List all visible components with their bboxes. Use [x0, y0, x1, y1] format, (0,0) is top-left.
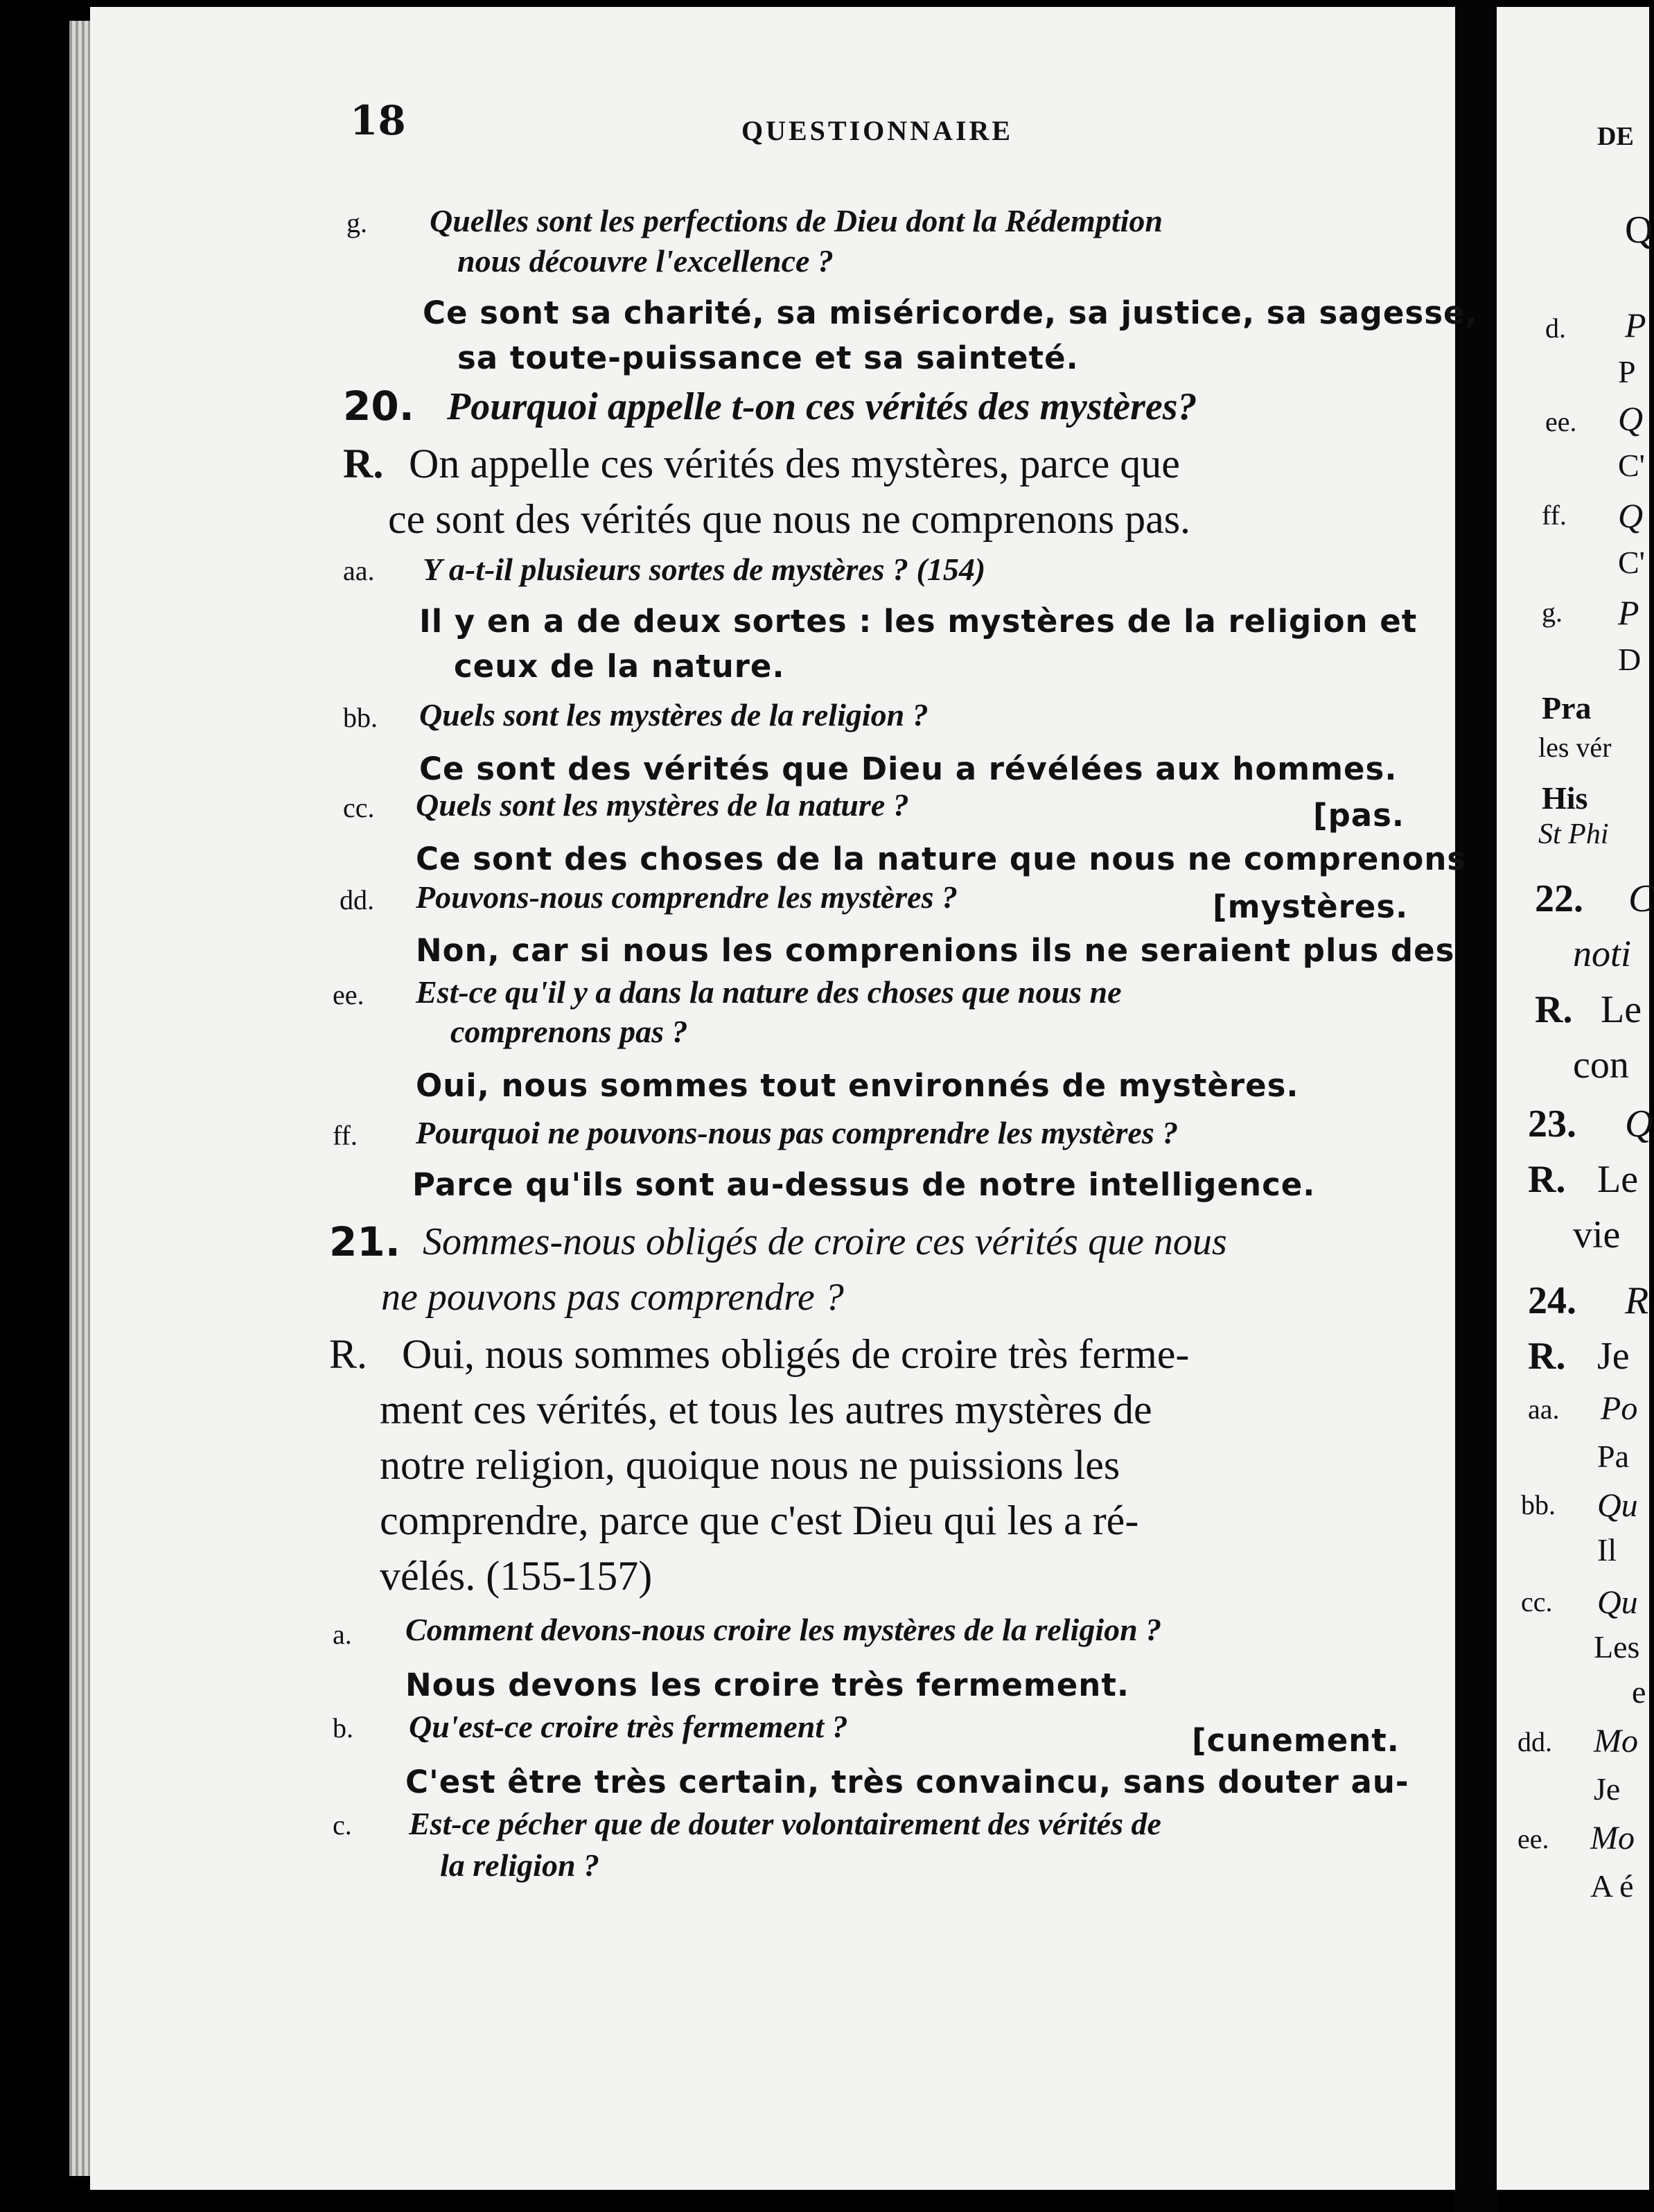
- question-text: Est-ce pécher que de douter volontairement des vérités de: [409, 1806, 1161, 1841]
- question-text: Quels sont les mystères de la nature ?: [416, 787, 909, 823]
- hanging-text: [cunement.: [1192, 1722, 1400, 1759]
- text-fragment: con: [1573, 1044, 1629, 1087]
- question-text: nous découvre l'excellence ?: [457, 243, 834, 279]
- answer-label: R.: [343, 441, 384, 486]
- text-fragment: C: [1628, 877, 1654, 920]
- question-text: Y a-t-il plusieurs sortes de mystères ? (154): [423, 552, 986, 587]
- text-fragment: les vér: [1538, 732, 1612, 763]
- question-text: la religion ?: [440, 1847, 600, 1883]
- question-text: Pourquoi ne pouvons-nous pas comprendre les mystères ?: [416, 1115, 1179, 1150]
- text-fragment: P: [1618, 354, 1636, 389]
- answer-text: ceux de la nature.: [454, 648, 785, 685]
- text-fragment: Q: [1618, 496, 1644, 535]
- answer-text: On appelle ces vérités des mystères, parce que: [409, 441, 1180, 486]
- item-label: d.: [1545, 313, 1566, 344]
- question-number: 24.: [1528, 1279, 1576, 1322]
- question-number: 23.: [1528, 1103, 1576, 1146]
- book-gutter: [1455, 0, 1497, 2212]
- item-label: bb.: [343, 702, 378, 733]
- text-fragment: Les: [1594, 1629, 1640, 1665]
- text-fragment: Je: [1594, 1771, 1621, 1807]
- question-text: comprenons pas ?: [450, 1014, 688, 1049]
- item-label: g.: [1542, 597, 1563, 628]
- answer-text: sa toute-puissance et sa sainteté.: [457, 340, 1079, 376]
- answer-text: Il y en a de deux sortes : les mystères de la religion et: [419, 603, 1418, 640]
- text-fragment: Pa: [1597, 1439, 1629, 1474]
- item-label: c.: [333, 1809, 352, 1841]
- question-number: 22.: [1535, 877, 1583, 920]
- answer-label: R.: [1528, 1335, 1566, 1378]
- text-fragment: Qu: [1597, 1487, 1638, 1524]
- answer-text: notre religion, quoique nous ne puissions les: [380, 1442, 1120, 1488]
- item-label: dd.: [1517, 1726, 1552, 1757]
- text-fragment: Q: [1625, 209, 1653, 252]
- item-label: b.: [333, 1712, 353, 1744]
- item-label: g.: [346, 207, 367, 238]
- question-text: Pourquoi appelle t-on ces vérités des mystères?: [447, 385, 1197, 428]
- question-text: Pouvons-nous comprendre les mystères ?: [416, 879, 958, 915]
- section-heading-fragment: Pra: [1542, 690, 1592, 726]
- question-text: ne pouvons pas comprendre ?: [381, 1276, 844, 1319]
- item-label: ee.: [1517, 1823, 1549, 1854]
- text-fragment: vie: [1573, 1213, 1621, 1256]
- item-label: ff.: [333, 1120, 358, 1151]
- question-text: Est-ce qu'il y a dans la nature des choses que nous ne: [416, 974, 1122, 1010]
- text-fragment: C': [1618, 545, 1645, 580]
- answer-text: Ce sont des choses de la nature que nous ne comprenons: [416, 841, 1467, 877]
- answer-text: ment ces vérités, et tous les autres mystères de: [380, 1387, 1152, 1432]
- text-fragment: Le: [1601, 988, 1642, 1031]
- answer-text: Non, car si nous les comprenions ils ne seraient plus des: [416, 932, 1455, 969]
- question-text: Quels sont les mystères de la religion ?: [419, 697, 929, 732]
- text-fragment: noti: [1573, 933, 1632, 974]
- item-label: dd.: [340, 884, 374, 915]
- item-label: ff.: [1542, 500, 1567, 531]
- answer-text: Parce qu'ils sont au-dessus de notre intelligence.: [412, 1166, 1316, 1203]
- text-fragment: Je: [1597, 1335, 1630, 1378]
- text-fragment: D: [1618, 642, 1642, 677]
- answer-text: Ce sont sa charité, sa miséricorde, sa justice, sa sagesse,: [423, 295, 1478, 331]
- text-fragment: Mo: [1590, 1820, 1635, 1857]
- text-fragment: Q: [1618, 399, 1644, 438]
- item-label: aa.: [1528, 1394, 1560, 1425]
- text-fragment: Po: [1601, 1390, 1638, 1427]
- text-fragment: C': [1618, 448, 1645, 483]
- text-fragment: e: [1632, 1674, 1646, 1710]
- question-text: Sommes-nous obligés de croire ces vérités que nous: [423, 1220, 1227, 1263]
- text-fragment: Q: [1625, 1103, 1653, 1146]
- question-text: Comment devons-nous croire les mystères de la religion ?: [405, 1612, 1162, 1647]
- answer-label: R.: [1528, 1158, 1566, 1201]
- item-label: aa.: [343, 555, 375, 586]
- answer-text: ce sont des vérités que nous ne comprenons pas.: [388, 496, 1191, 542]
- text-fragment: R: [1625, 1279, 1649, 1322]
- question-text: Qu'est-ce croire très fermement ?: [409, 1709, 848, 1744]
- page-number: 18: [350, 97, 406, 144]
- answer-label: R.: [1535, 988, 1573, 1031]
- text-fragment: Qu: [1597, 1584, 1638, 1621]
- answer-label: R.: [329, 1331, 368, 1377]
- text-fragment: P: [1618, 593, 1639, 632]
- answer-text: comprendre, parce que c'est Dieu qui les a ré-: [380, 1498, 1139, 1543]
- text-fragment: Mo: [1594, 1723, 1638, 1759]
- question-number: 21.: [329, 1218, 401, 1265]
- answer-text: Ce sont des vérités que Dieu a révélées aux hommes.: [419, 750, 1398, 787]
- item-label: a.: [333, 1619, 352, 1650]
- item-label: ee.: [1545, 406, 1577, 437]
- text-fragment: Le: [1597, 1158, 1639, 1201]
- running-head: QUESTIONNAIRE: [741, 115, 1014, 146]
- item-label: cc.: [1521, 1586, 1553, 1617]
- item-label: cc.: [343, 792, 375, 823]
- answer-text: Nous devons les croire très fermement.: [405, 1667, 1129, 1703]
- text-fragment: Il: [1597, 1532, 1617, 1568]
- running-head-fragment: DE: [1597, 122, 1634, 151]
- answer-text: vélés. (155-157): [380, 1553, 653, 1599]
- hanging-text: [pas.: [1313, 797, 1405, 834]
- question-number: 20.: [343, 383, 414, 430]
- text-fragment: P: [1625, 306, 1646, 344]
- answer-text: Oui, nous sommes tout environnés de mystères.: [416, 1067, 1299, 1104]
- section-heading-fragment: His: [1542, 780, 1588, 816]
- answer-text: C'est être très certain, très convaincu, sans douter au-: [405, 1764, 1409, 1800]
- answer-text: Oui, nous sommes obligés de croire très ferme-: [402, 1331, 1190, 1377]
- item-label: bb.: [1521, 1489, 1556, 1520]
- question-text: Quelles sont les perfections de Dieu dont la Rédemption: [430, 203, 1163, 238]
- hanging-text: [mystères.: [1213, 888, 1409, 925]
- text-fragment: St Phi: [1538, 818, 1609, 850]
- item-label: ee.: [333, 979, 364, 1010]
- text-fragment: A é: [1590, 1868, 1634, 1904]
